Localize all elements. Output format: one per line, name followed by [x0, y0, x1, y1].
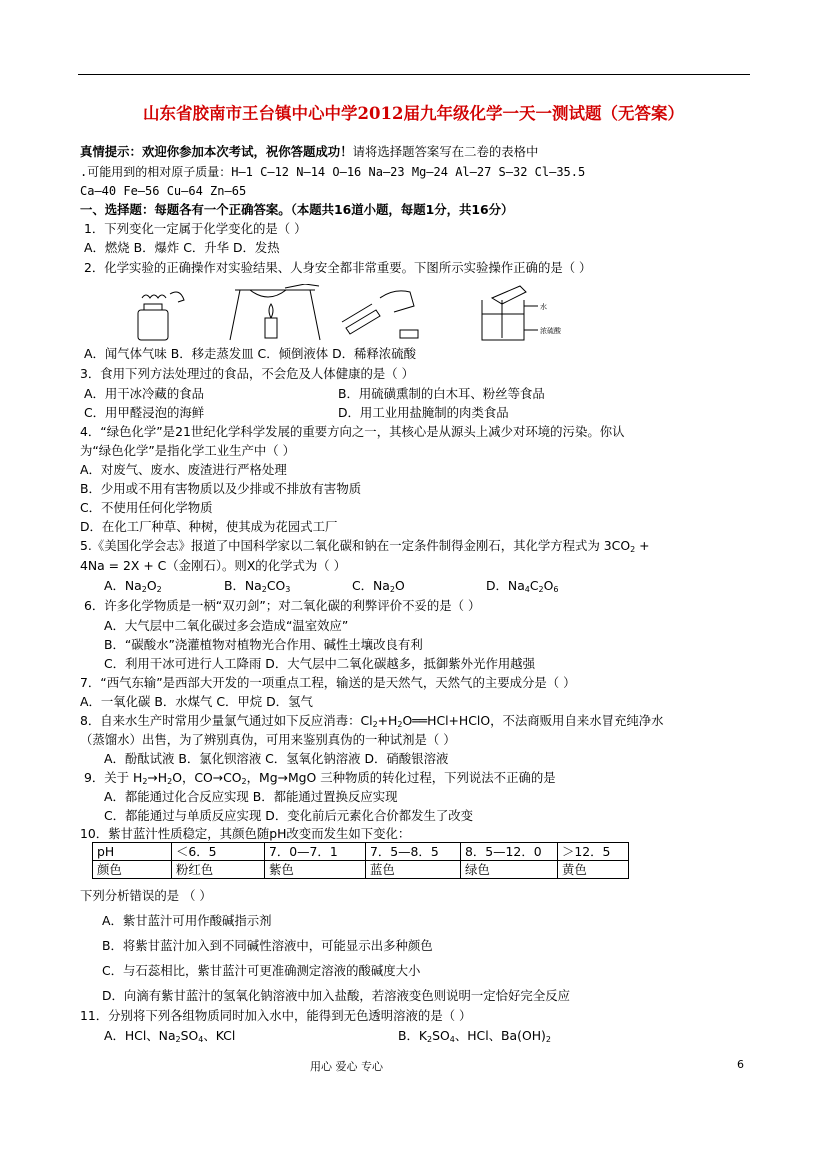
q11-opt-a-text: A．HCl、Na — [104, 1028, 176, 1043]
q9-stem-c: O，CO→CO — [172, 770, 242, 785]
q6-stem: 6．许多化学物质是一柄“双刃剑”；对二氧化碳的利弊评价不妥的是（ ） — [84, 598, 481, 613]
table-cell: 7．5—8．5 — [366, 843, 461, 861]
q1-stem: 1．下列变化一定属于化学变化的是（ ） — [84, 221, 307, 236]
page-number: 6 — [737, 1058, 744, 1071]
q7-stem: 7．“西气东输”是西部大开发的一项重点工程，输送的是天然气，天然气的主要成分是（ ） — [80, 675, 576, 690]
q11-opt-a-tail: 、KCl — [203, 1028, 236, 1043]
q4-opt-d: D．在化工厂种草、种树，使其成为花园式工厂 — [80, 519, 338, 534]
ph-color-table — [92, 842, 629, 879]
q4-opt-b: B．少用或不用有害物质以及少排或不排放有害物质 — [80, 481, 362, 496]
q10-opt-b: B．将紫甘蓝汁加入到不同碱性溶液中，可能显示出多种颜色 — [102, 938, 433, 953]
q5-stem-1: 5.《美国化学会志》报道了中国科学家以二氧化碳和钠在一定条件制得金刚石，其化学方程式为 $3CO_2$ + — [80, 538, 650, 554]
q9-stem-b: →H — [147, 770, 168, 785]
table-cell: ＞12．5 — [558, 843, 629, 861]
pour-liquid-figure — [342, 291, 418, 338]
q4-opt-c: C．不使用任何化学物质 — [80, 500, 213, 515]
table-cell: 蓝色 — [366, 861, 461, 879]
q3-opt-b: B．用硫磺熏制的白木耳、粉丝等食品 — [338, 386, 545, 401]
q8-options: A．酚酞试液 B．氯化钡溶液 C．氢氧化钠溶液 D．硝酸银溶液 — [104, 751, 449, 766]
q7-options: A．一氧化碳 B．水煤气 C．甲烷 D．氢气 — [80, 694, 313, 709]
q11-stem: 11．分别将下列各组物质同时加入水中，能得到无色透明溶液的是（ ） — [80, 1008, 472, 1023]
q9-opt-ab: A．都能通过化合反应实现 B．都能通过置换反应实现 — [104, 789, 398, 804]
q5-opt-b-text: B．Na — [224, 578, 262, 593]
q10-stem: 10．紫甘蓝汁性质稳定，其颜色随pH改变而发生如下变化： — [80, 826, 411, 841]
intro-rest: 请将选择题答案写在二卷的表格中 — [352, 144, 539, 159]
q6-opt-cd: C．利用干冰可进行人工降雨 D．大气层中二氧化碳越多，抵御紫外光作用越强 — [104, 656, 536, 671]
q5-opt-a-text: A．Na — [104, 578, 142, 593]
footer-motto: 用心 爱心 专心 — [310, 1060, 383, 1073]
label-conc-acid: 浓硫酸 — [540, 327, 561, 335]
table-cell: 8．5—12．0 — [461, 843, 558, 861]
q5-opt-c-text: C．Na — [352, 578, 390, 593]
q11-opt-a: A．HCl、$Na_2SO_4$、KCl — [104, 1028, 236, 1044]
q5-stem-1-text: 5.《美国化学会志》报道了中国科学家以二氧化碳和钠在一定条件制得金刚石，其化学方程式为 — [80, 538, 600, 553]
table-cell: 黄色 — [558, 861, 629, 879]
q6-opt-b: B．“碳酸水”浇灌植物对植物光合作用、碱性土壤改良有利 — [104, 637, 423, 652]
q5-stem-2: 4Na = 2X + C（金刚石）。则X的化学式为（ ） — [80, 558, 346, 573]
atomic-mass-line-2: Ca—40 Fe—56 Cu—64 Zn—65 — [80, 184, 247, 198]
smell-gas-figure — [138, 292, 184, 340]
q9-stem: 9．关于 $H_2\to H_2O$，$CO\to CO_2$，Mg→MgO 三种物质的转化过程，下列说法不正确的是 — [84, 770, 556, 786]
evaporating-dish-figure — [230, 284, 320, 340]
q8-stem-1-c: O══HCl+HClO，不法商贩用自来水冒充纯净水 — [402, 713, 664, 728]
table-row — [93, 843, 629, 861]
q1-options: A．燃烧 B．爆炸 C．升华 D．发热 — [84, 240, 280, 255]
section-heading: 一、选择题：每题各有一个正确答案。（本题共16道小题，每题1分，共16分） — [80, 202, 514, 217]
q5-opt-d: D．$Na_4C_2O_6$ — [486, 578, 559, 594]
page-title: 山东省胶南市王台镇中心中学2012届九年级化学一天一测试题（无答案） — [143, 104, 684, 123]
q2-options: A．闻气体气味 B．移走蒸发皿 C．倾倒液体 D．稀释浓硫酸 — [84, 346, 416, 361]
dilute-acid-figure — [482, 286, 538, 340]
q3-stem: 3．食用下列方法处理过的食品，不会危及人体健康的是（ ） — [80, 366, 414, 381]
q11-opt-b-text: B．K — [398, 1028, 428, 1043]
q3-opt-a: A．用干冰冷藏的食品 — [84, 386, 204, 401]
table-cell: 粉红色 — [172, 861, 265, 879]
q5-opt-b: B．$Na_2CO_3$ — [224, 578, 291, 594]
q5-opt-a: A．$Na_2O_2$ — [104, 578, 162, 594]
q4-opt-a: A．对废气、废水、废渣进行严格处理 — [80, 462, 287, 477]
q5-opt-c: C．$Na_2O$ — [352, 578, 405, 594]
q5-opt-d-text: D．Na — [486, 578, 525, 593]
q6-opt-a: A．大气层中二氧化碳过多会造成“温室效应” — [104, 618, 349, 633]
q2-stem: 2．化学实验的正确操作对实验结果、人身安全都非常重要。下图所示实验操作正确的是（ ） — [84, 260, 592, 275]
q8-stem-1-b: +H — [377, 713, 398, 728]
table-cell: 紫色 — [265, 861, 366, 879]
q9-stem-d: ，Mg→MgO 三种物质的转化过程，下列说法不正确的是 — [246, 770, 556, 785]
q11-opt-b: B．$K_2SO_4$、HCl、$Ba(OH)_2$ — [398, 1028, 551, 1044]
q8-stem-2: （蒸馏水）出售，为了辨别真伪，可用来鉴别真伪的一种试剂是（ ） — [80, 732, 456, 747]
table-cell: 颜色 — [93, 861, 172, 879]
table-cell: pH — [93, 843, 172, 861]
table-cell: 绿色 — [461, 861, 558, 879]
q10-prompt: 下列分析错误的是 （ ） — [80, 888, 212, 903]
table-row — [93, 861, 629, 879]
atomic-mass-line-1: .可能用到的相对原子质量：H—1 C—12 N—14 O—16 Na—23 Mg—24 Al—27 S—32 Cl—35.5 — [80, 165, 586, 179]
intro-line — [80, 142, 538, 162]
q4-stem-1: 4．“绿色化学”是21世纪化学科学发展的重要方向之一，其核心是从源头上减少对环境的污染。你认 — [80, 424, 625, 439]
intro-bold: 真情提示：欢迎你参加本次考试，祝你答题成功！ — [80, 144, 353, 159]
q9-opt-cd: C．都能通过与单质反应实现 D．变化前后元素化合价都发生了改变 — [104, 808, 474, 823]
q5-eq: 3CO — [599, 538, 631, 553]
header-rule — [78, 74, 750, 75]
q9-stem-a: 9．关于 H — [84, 770, 143, 785]
table-cell: 7．0—7．1 — [265, 843, 366, 861]
q10-opt-c: C．与石蕊相比，紫甘蓝汁可更准确测定溶液的酸碱度大小 — [102, 963, 421, 978]
q2-lab-figures — [130, 284, 610, 342]
q5-eq-tail: + — [635, 538, 650, 553]
q3-opt-d: D．用工业用盐腌制的肉类食品 — [338, 405, 509, 420]
q10-opt-a: A．紫甘蓝汁可用作酸碱指示剂 — [102, 913, 272, 928]
q8-stem-1-a: 8．自来水生产时常用少量氯气通过如下反应消毒：Cl — [80, 713, 373, 728]
q3-opt-c: C．用甲醛浸泡的海鲜 — [84, 405, 205, 420]
q11-opt-b-tail: 、HCl、Ba(OH) — [454, 1028, 546, 1043]
table-cell: ＜6．5 — [172, 843, 265, 861]
q4-stem-2: 为“绿色化学”是指化学工业生产中（ ） — [80, 443, 296, 458]
q8-stem-1: 8．自来水生产时常用少量氯气通过如下反应消毒：$Cl_2+H_2O══HCl+HClO$，不法商贩用自来水冒充纯净水 — [80, 713, 664, 729]
label-water: 水 — [540, 303, 547, 311]
q10-opt-d: D．向滴有紫甘蓝汁的氢氧化钠溶液中加入盐酸，若溶液变色则说明一定恰好完全反应 — [102, 988, 570, 1003]
